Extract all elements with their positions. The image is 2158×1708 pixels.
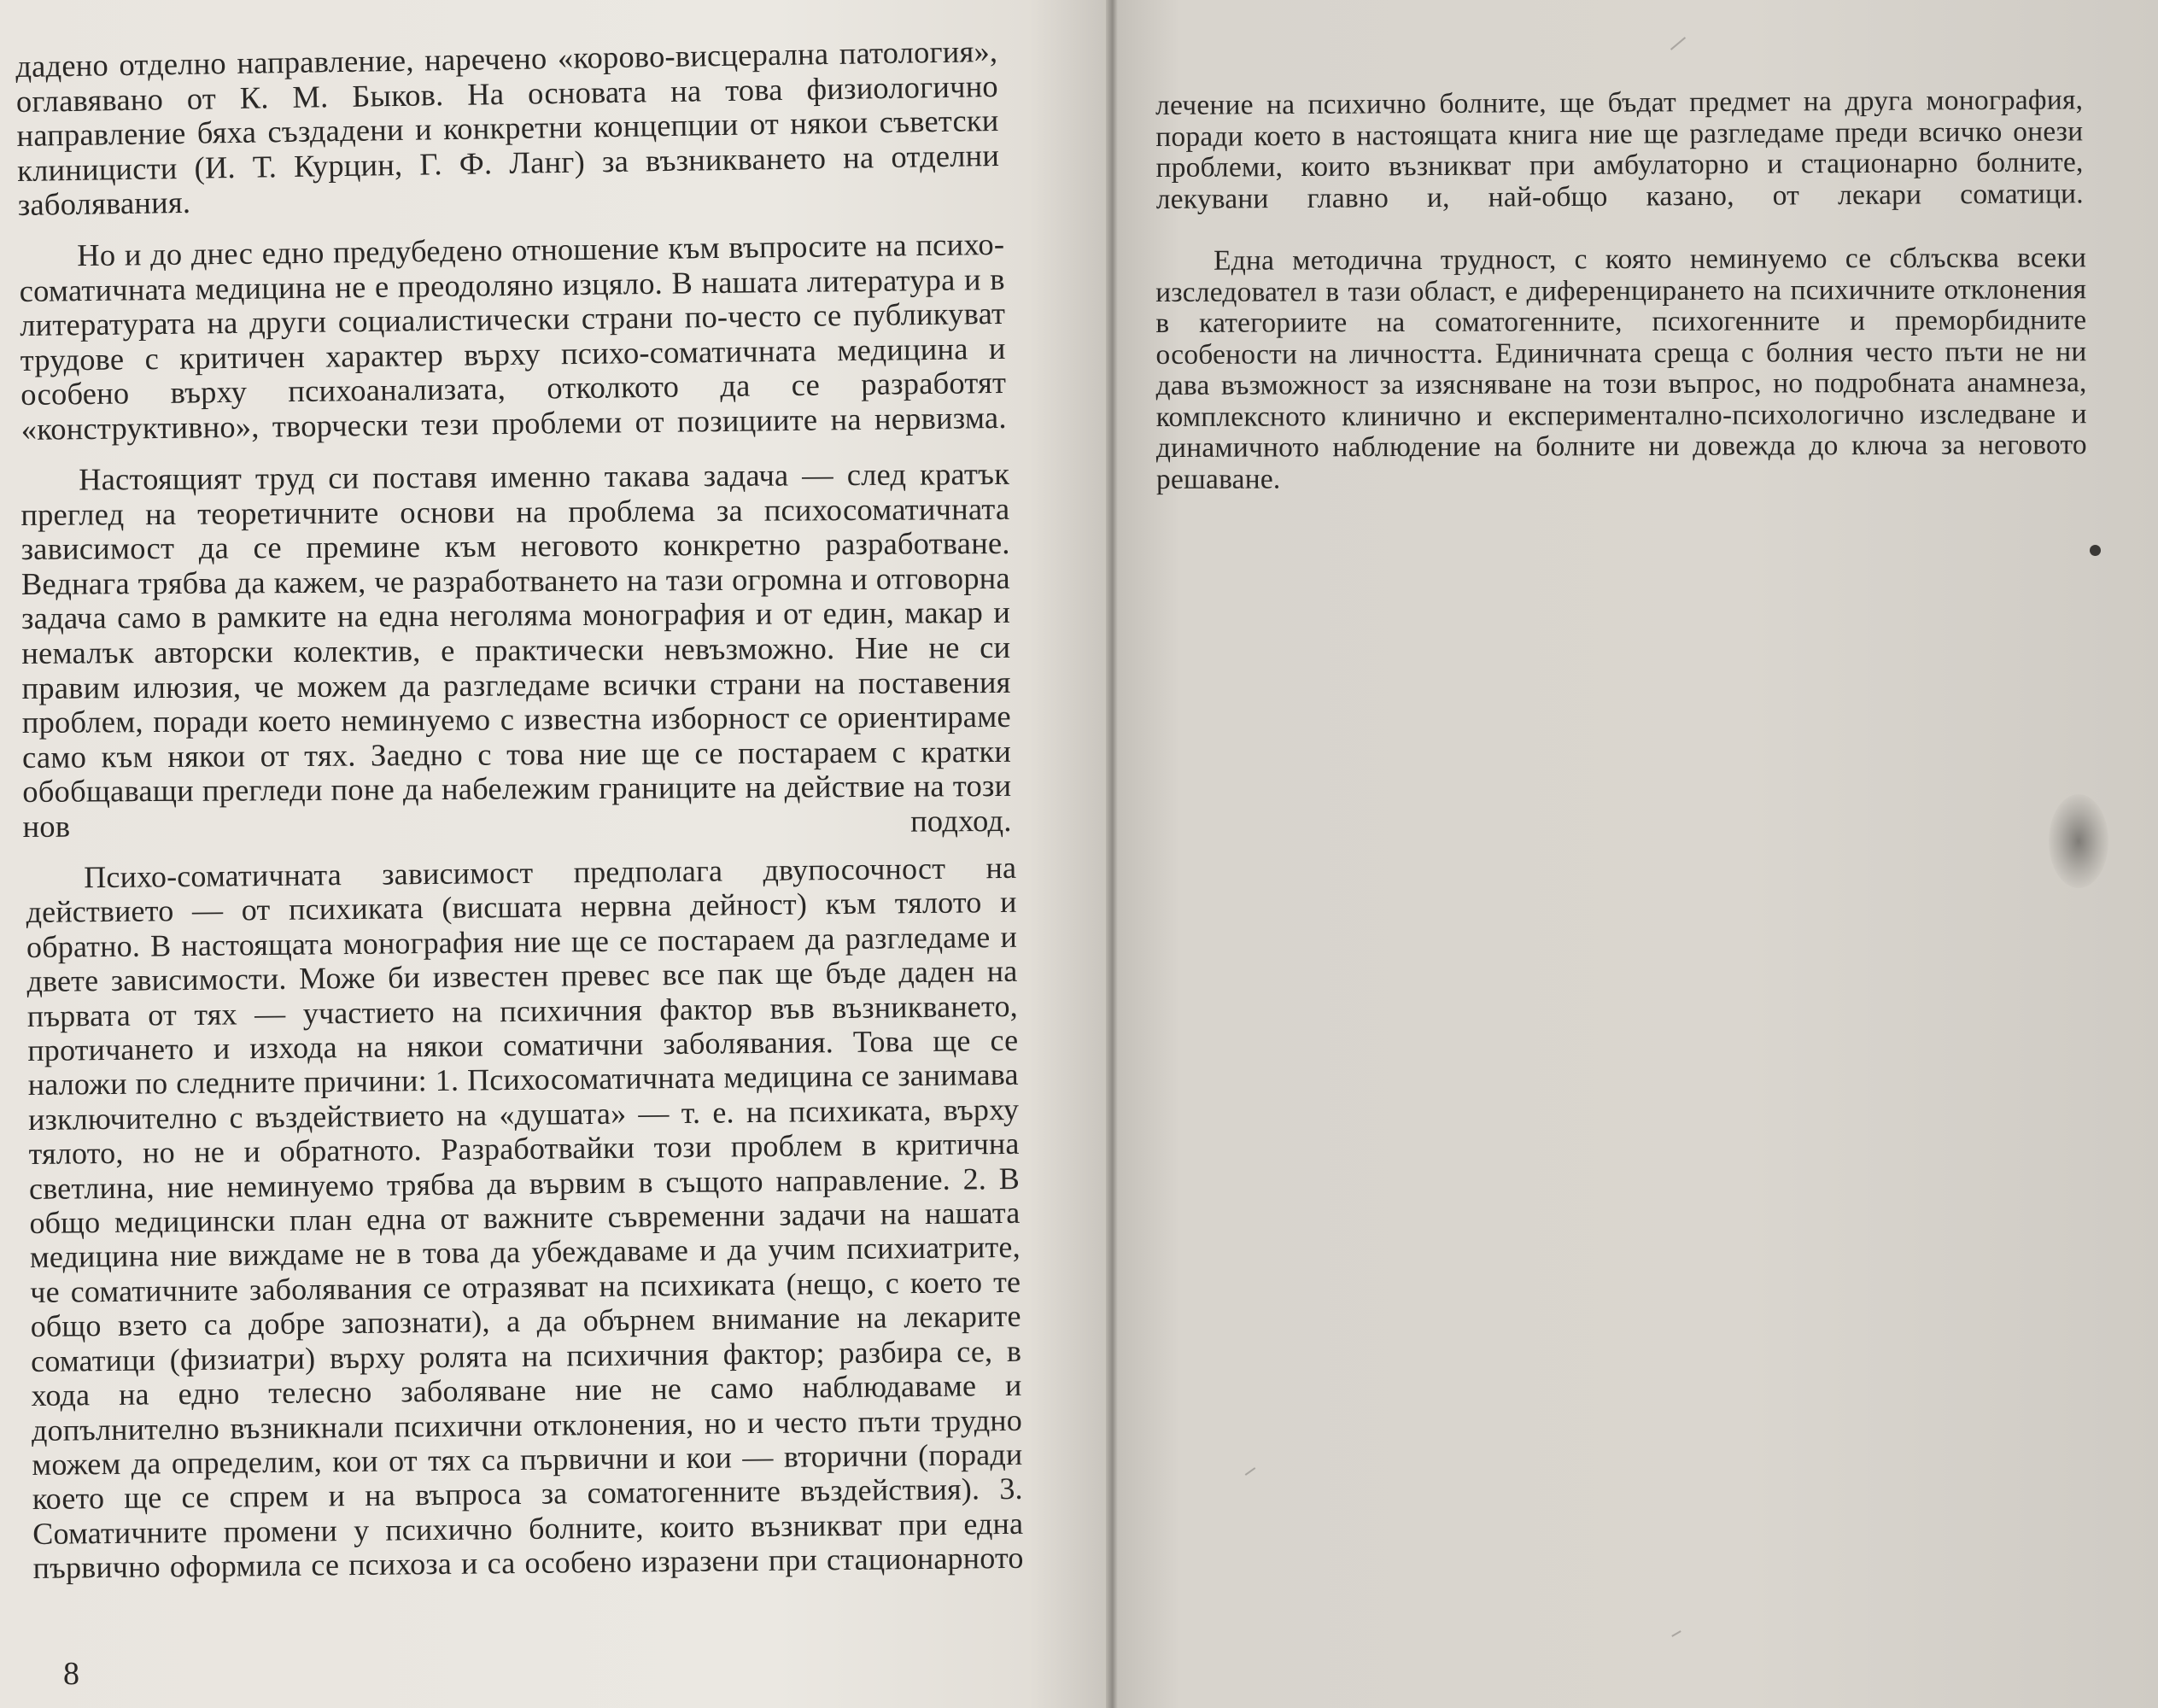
right-paragraph-1: лечение на психично болните, ще бъдат предмет на друга монография, поради което в настоящата книга ние ще разгледаме преди всичко онези проблеми, които възникват при амбулаторно и стационарно болните, лекувани главно и, най-общо казано, от лекари соматици.	[1155, 84, 2084, 215]
paragraph-indent	[26, 887, 84, 888]
page-number: 8	[63, 1656, 79, 1692]
paper-scratch	[1670, 37, 1686, 50]
left-paragraph-3-text: Настоящият труд си поставя именно такава задача — след кратък преглед на теоретичните основи на проблема за психосоматичната зависимост да се премине към неговото конкретно разработване. Веднага трябва да кажем, че разработването на тази огромна и отговорна задача само в рамките на една неголяма монография и от един, макар и немалък авторски колектив, е практически невъзможно. Ние не си правим илюзия, че можем да разгледаме всички страни на поставения проблем, поради което неминуемо с известна изборност се ориентираме само към някои от тях. Заедно с това ние ще се постараем с кратки обобщаващи прегледи поне да набележим границите на действие на този нов подход.	[20, 455, 1012, 844]
left-paragraph-4-text: Психо-соматичната зависимост предполага двупосочност на действието — от психиката (висшата нервна дейност) към тялото и обратно. В настоящата монография ние ще се постараем да разгледаме и двете зависимости. Може би известен превес все пак ще бъде даден на първата от тях — участието на психичния фактор във възникването, протичането и изхода на някои соматични заболявания. Това ще се наложи по следните причини: 1. Психосоматичната медицина се занимава изключително с въздействието на «душата» — т. е. на психиката, върху тялото, но не и обратното. Разработвайки този проблем в критична светлина, ние неминуемо трябва да вървим в същото направление. 2. В общо медицински план една от важните съвременни задачи на нашата медицина ние виждаме не в това да убеждаваме и да учим психиатрите, че соматичните заболявания се отразяват на психиката (нещо, с което те общо взето са добре запознати), а да обърнем внимание на лекарите соматици (физиатри) върху ролята на психичния фактор; разбира се, в хода на едно телесно заболяване ние не само наблюдаваме и допълнително възникнали психични отклонения, но и често пъти трудно можем да определим, кои от тях са първични и кои — вторични (поради което ще се спрем и на въпроса за соматогенните въздействия). 3. Соматичните промени у психично болните, които възникват при една първично оформила се психоза и са особено изразени при стационарното	[26, 850, 1024, 1586]
paper-scratch	[1671, 1630, 1681, 1637]
right-paragraph-2	[1155, 243, 2087, 495]
left-paragraph-1: дадено отделно направление, наречено «корово-висцерална патология», оглавявано от К. М. Быков. На основата на това физиологично направление бяха създадени и конкретни концепции от някои съветски клиницисти (И. Т. Курцин, Г. Ф. Ланг) за възникването на отделни заболявания.	[15, 32, 1000, 223]
ink-smudge	[2049, 794, 2108, 888]
left-paragraph-2-text: Но и до днес едно предубедено отношение към въпросите на психо-соматичната медицина не е преодоляно изцяло. В нашата литература и в литературата на други социалистически страни по-често се публикуват трудове с критичен характер върху психо-соматичната медицина и особено върху психоанализата, отколкото да се разработят «конструктивно», творчески тези проблеми от позициите на нервизма.	[19, 225, 1007, 447]
right-page	[1118, 0, 2158, 1708]
left-paragraph-2	[19, 227, 1007, 447]
left-paragraph-3	[20, 457, 1012, 845]
paper-scratch	[1245, 1467, 1256, 1476]
right-paragraph-2-text: Една методична трудност, с която неминуемо се сблъсква всеки изследовател в тази област, е диференцирането на психичните отклонения в категориите на соматогенните, психогенните и преморбидните особености на личността. Единичната среща с болния често пъти не ни дава възможност за изясняване на този въпрос, но подробната анамнеза, комплексното клинично и експериментално-психологично изследване и динамичното наблюдение на болните ни довежда до ключа за неговото решаване.	[1155, 242, 2087, 495]
ink-speck	[2090, 545, 2101, 556]
book-spine	[1106, 0, 1118, 1708]
left-paragraph-4	[26, 851, 1024, 1586]
